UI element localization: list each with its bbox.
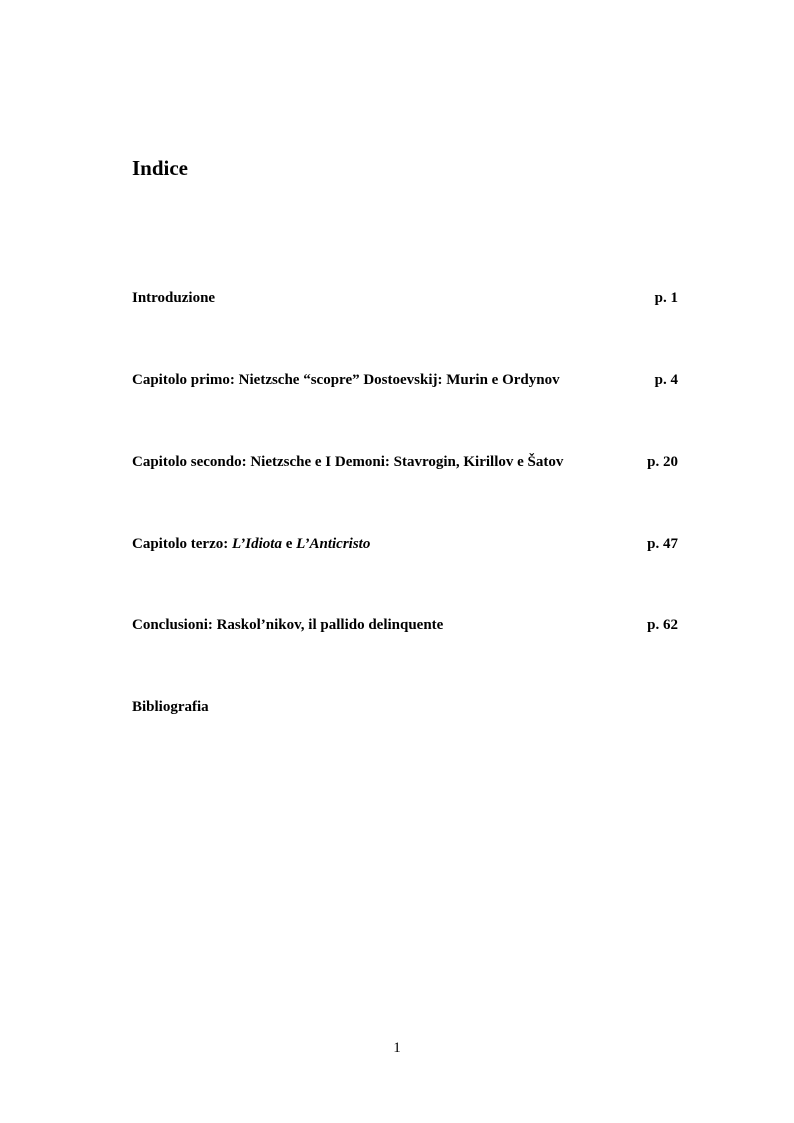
toc-entry-page: p. 62	[647, 617, 678, 633]
toc-entry-capitolo-primo	[132, 370, 678, 390]
toc-entry-page: p. 1	[654, 290, 678, 306]
footer-page-number: 1	[393, 1040, 401, 1056]
toc-entry-page: p. 20	[647, 454, 678, 470]
toc-entry-title-italic: L’Anticristo	[296, 536, 371, 552]
toc-entry-conclusioni	[132, 615, 678, 635]
toc-entry-page: p. 4	[654, 372, 678, 388]
toc-entry-title-connector: e	[281, 536, 297, 552]
toc-entry-title: Bibliografia	[132, 699, 209, 715]
page-title: Indice	[132, 156, 189, 180]
toc-entry-title	[132, 534, 370, 554]
toc-entry-page: p. 47	[647, 536, 678, 552]
toc-entry-capitolo-terzo	[132, 534, 678, 554]
toc-entry-bibliografia	[132, 697, 678, 717]
toc-entry-title: Conclusioni: Raskol’nikov, il pallido delinquente	[132, 617, 444, 633]
toc-entry-introduzione	[132, 288, 678, 308]
toc-entry-title-prefix: Capitolo terzo:	[132, 536, 232, 552]
toc-entry-title: Introduzione	[132, 290, 216, 306]
toc-entry-title-italic: L’Idiota	[231, 536, 282, 552]
toc-entry-capitolo-secondo	[132, 452, 678, 472]
toc-entry-title: Capitolo secondo: Nietzsche e I Demoni: Stavrogin, Kirillov e Šatov	[132, 454, 564, 470]
toc-entry-title: Capitolo primo: Nietzsche “scopre” Dostoevskij: Murin e Ordynov	[132, 372, 560, 388]
